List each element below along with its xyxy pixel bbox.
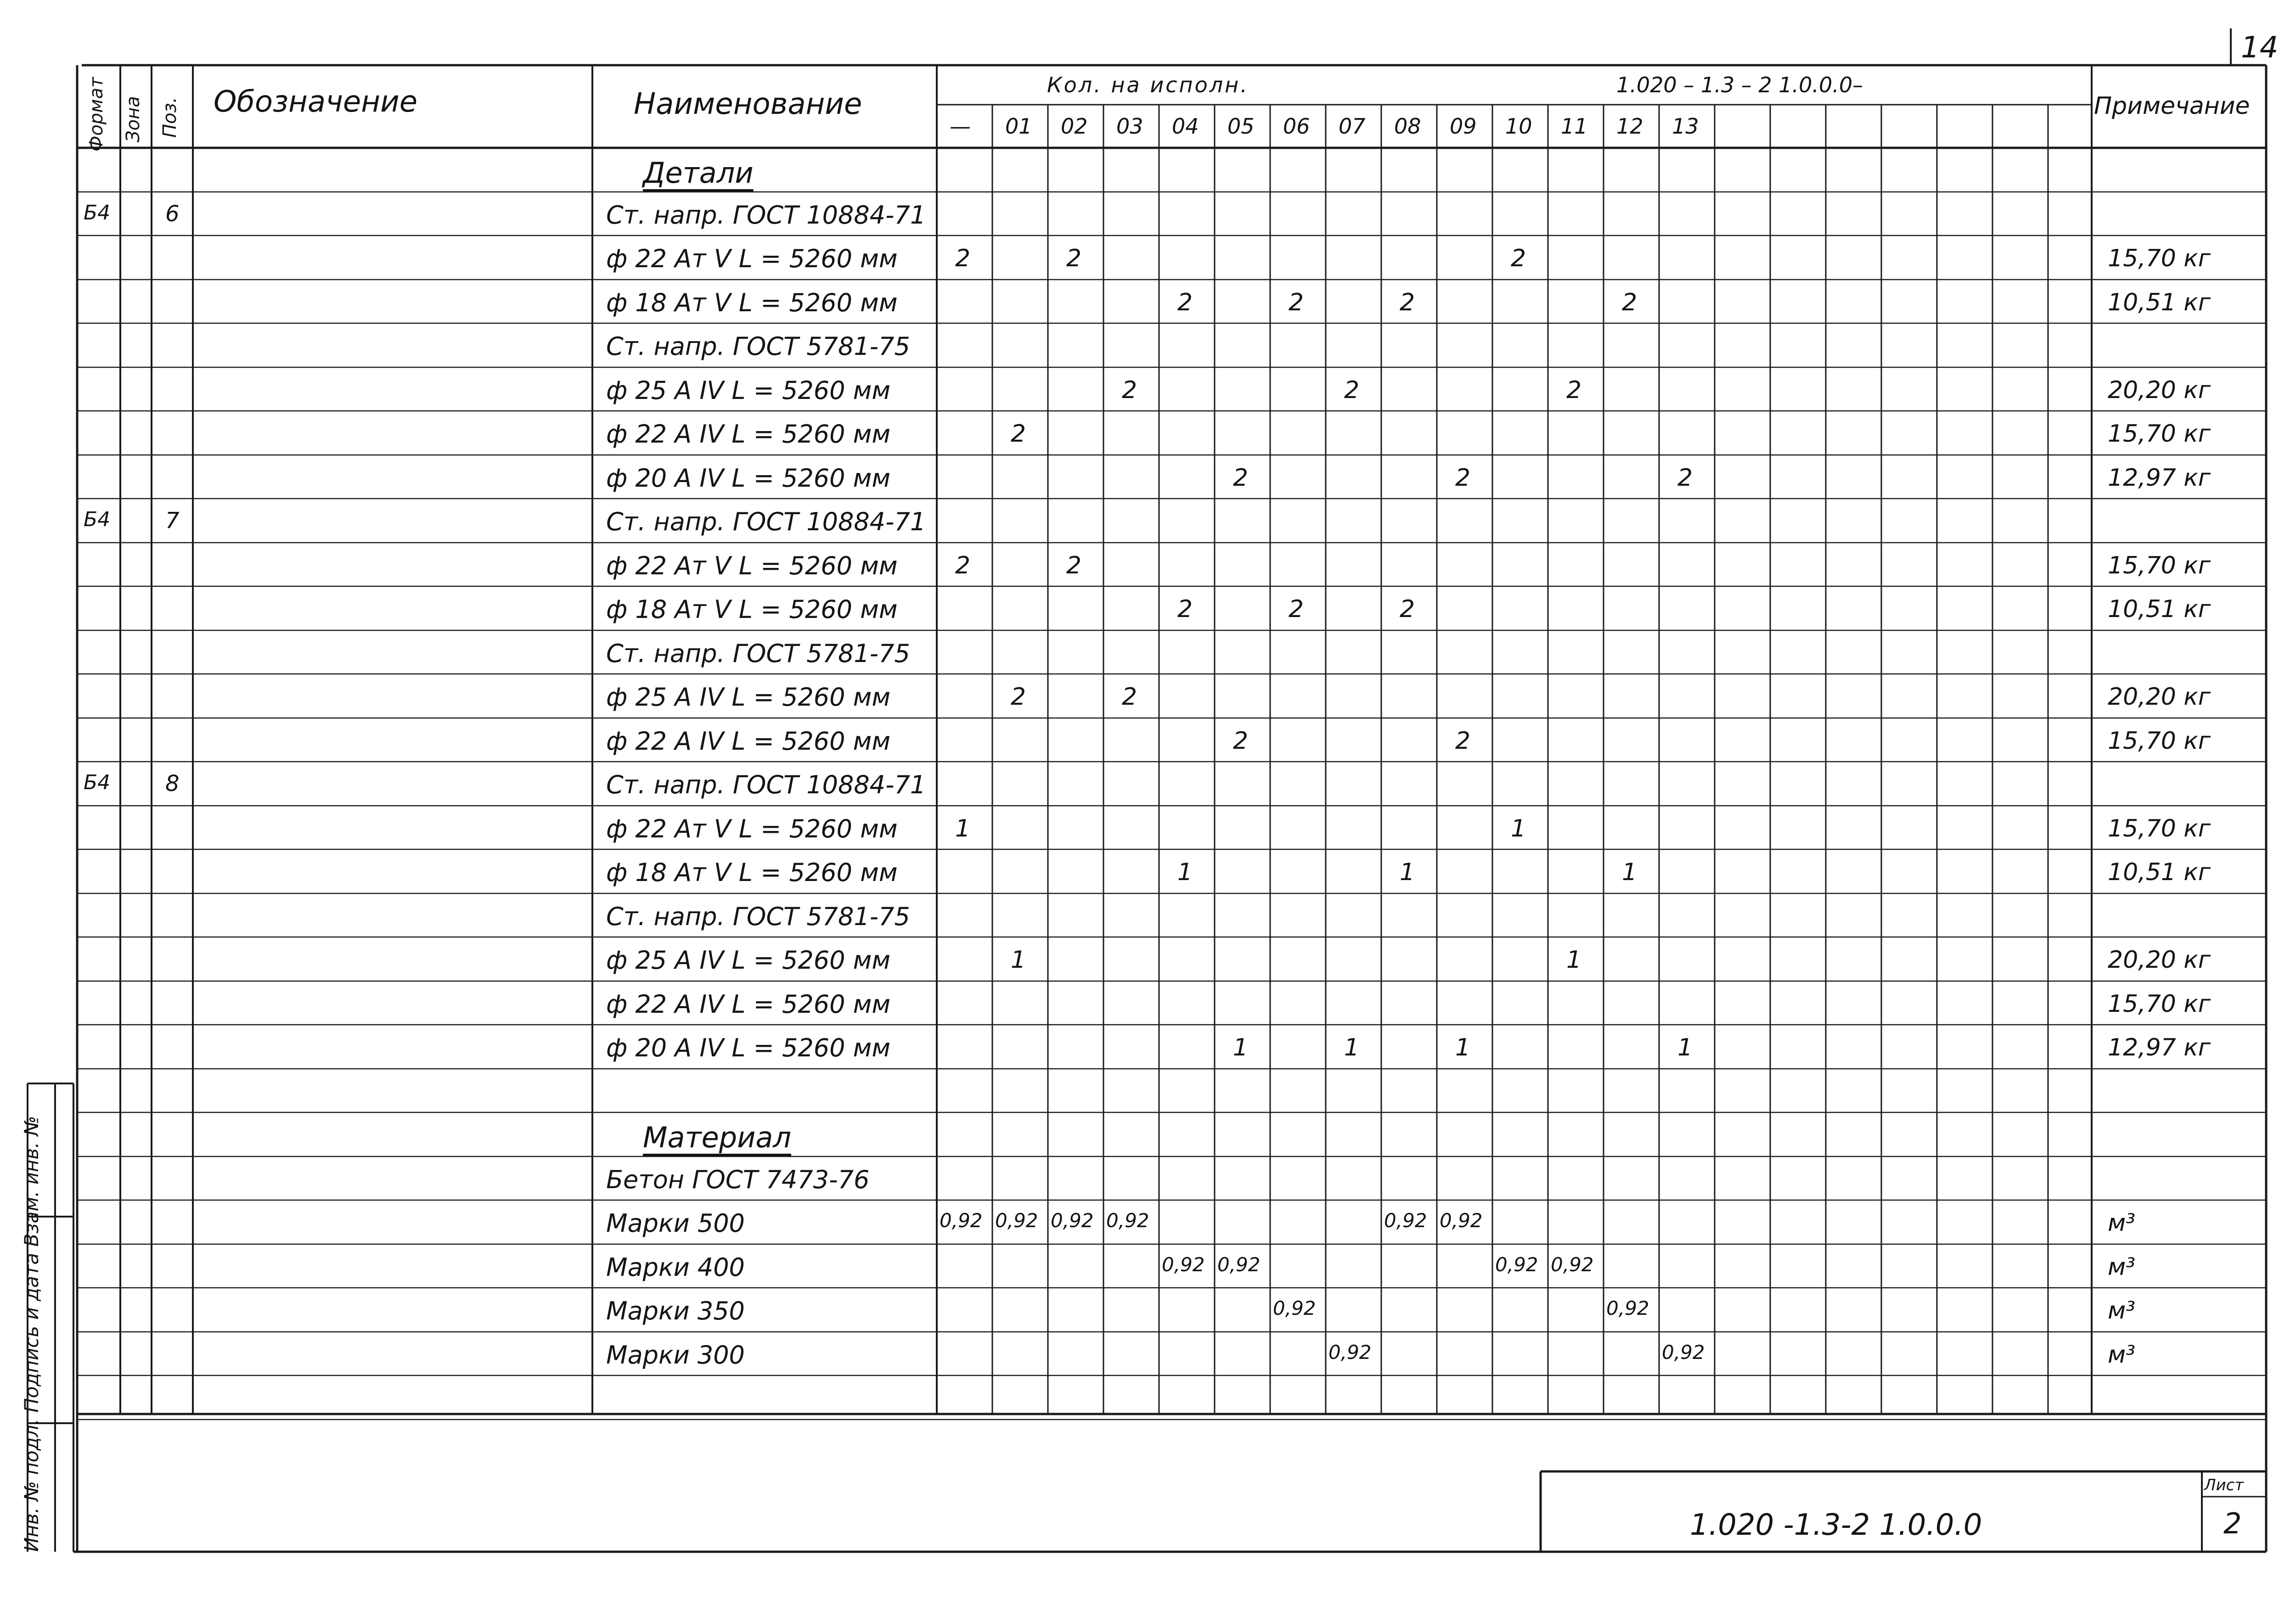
row-name: Ст. напр. ГОСТ 10884-71 [606,507,926,536]
header-name: Наименование [634,87,862,121]
title-block-code: 1.020 -1.3-2 1.0.0.0 [1690,1508,1982,1542]
row-name: ф 22 А IV L = 5260 мм [606,990,891,1019]
row-name: Ст. напр. ГОСТ 5781-75 [606,639,910,668]
row-name: ф 22 Ат V L = 5260 мм [606,244,898,273]
row-note: м³ [2108,1253,2136,1281]
row-quantity: 1 [1622,859,1638,886]
row-note: 20,20 кг [2108,376,2211,404]
row-quantity: 1 [955,815,971,842]
row-quantity: 1 [1233,1034,1249,1061]
variant-column-label: 07 [1339,114,1366,139]
section-title: Материал [643,1121,792,1154]
variant-column-label: — [950,114,971,139]
row-quantity: 1 [1511,815,1526,842]
header-series: 1.020 – 1.3 – 2 1.0.0.0– [1616,73,1863,97]
row-name: ф 25 А IV L = 5260 мм [606,376,891,405]
variant-column-label: 03 [1116,114,1143,139]
row-quantity: 2 [955,552,971,579]
row-quantity: 2 [1677,464,1693,492]
section-title: Детали [643,156,754,190]
row-note: 10,51 кг [2108,289,2211,316]
row-note: 20,20 кг [2108,946,2211,974]
row-name: ф 18 Ат V L = 5260 мм [606,595,898,624]
row-quantity: 2 [1233,464,1249,492]
row-quantity: 2 [1011,420,1026,448]
row-name: ф 22 А IV L = 5260 мм [606,727,891,756]
row-quantity: 0,92 [1051,1209,1094,1232]
row-quantity: 1 [1011,946,1026,974]
row-quantity: 2 [1233,727,1249,755]
row-quantity: 0,92 [1384,1209,1427,1232]
row-quantity: 2 [1011,683,1026,711]
row-quantity: 2 [1066,245,1082,272]
row-note: 15,70 кг [2108,815,2211,842]
row-quantity: 2 [1177,595,1193,623]
variant-column-label: 09 [1450,114,1477,139]
row-quantity: 2 [1289,289,1304,316]
row-name: ф 18 Ат V L = 5260 мм [606,288,898,317]
row-name: ф 20 А IV L = 5260 мм [606,1033,891,1062]
row-note: м³ [2108,1209,2136,1237]
row-name: ф 20 А IV L = 5260 мм [606,464,891,493]
row-note: 10,51 кг [2108,595,2211,623]
row-quantity: 0,92 [1606,1297,1649,1319]
row-quantity: 0,92 [1217,1253,1261,1276]
row-quantity: 1 [1344,1034,1360,1061]
row-quantity: 2 [1122,683,1137,711]
row-quantity: 0,92 [1328,1341,1372,1364]
row-name: ф 22 Ат V L = 5260 мм [606,814,898,843]
header-zone: Зона [123,96,144,142]
row-quantity: 1 [1566,946,1582,974]
row-quantity: 2 [1511,245,1526,272]
row-note: 12,97 кг [2108,464,2211,492]
row-quantity: 2 [1566,376,1582,404]
row-format: Б4 [84,771,111,794]
header-format: Формат [86,77,107,152]
row-name: Марки 300 [606,1341,745,1369]
row-quantity: 2 [1177,289,1193,316]
variant-column-label: 12 [1616,114,1643,139]
row-name: ф 25 А IV L = 5260 мм [606,683,891,712]
row-note: 12,97 кг [2108,1034,2211,1061]
row-quantity: 1 [1677,1034,1693,1061]
row-quantity: 2 [1455,464,1471,492]
row-name: Бетон ГОСТ 7473-76 [606,1165,870,1194]
row-name: ф 22 Ат V L = 5260 мм [606,551,898,580]
row-position: 7 [165,508,180,533]
row-format: Б4 [84,201,111,224]
row-quantity: 1 [1455,1034,1471,1061]
row-quantity: 1 [1177,859,1193,886]
variant-column-label: 01 [1005,114,1032,139]
row-format: Б4 [84,508,111,531]
header-designation: Обозначение [214,85,418,119]
row-position: 6 [165,201,180,227]
header-pos: Поз. [159,97,180,138]
row-quantity: 0,92 [995,1209,1038,1232]
row-note: 15,70 кг [2108,552,2211,579]
row-quantity: 0,92 [1273,1297,1316,1319]
row-quantity: 2 [1400,289,1415,316]
variant-column-label: 13 [1672,114,1699,139]
row-name: ф 25 А IV L = 5260 мм [606,946,891,975]
row-quantity: 0,92 [940,1209,983,1232]
margin-stamp-text: Инв. № подл. Подпись и дата Взам. инв. № [20,1116,43,1552]
row-name: Ст. напр. ГОСТ 5781-75 [606,902,910,931]
variant-column-label: 10 [1505,114,1532,139]
row-position: 8 [165,771,180,797]
row-quantity: 2 [1455,727,1471,755]
row-name: ф 22 А IV L = 5260 мм [606,420,891,449]
row-note: м³ [2108,1297,2136,1324]
variant-column-label: 05 [1227,114,1255,139]
row-note: 15,70 кг [2108,727,2211,755]
row-quantity: 2 [1400,595,1415,623]
row-note: м³ [2108,1341,2136,1369]
title-block-sheet-label: Лист [2204,1476,2244,1494]
row-quantity: 2 [1122,376,1137,404]
row-name: Ст. напр. ГОСТ 10884-71 [606,770,926,799]
row-note: 15,70 кг [2108,420,2211,448]
row-name: Ст. напр. ГОСТ 10884-71 [606,201,926,230]
title-block-sheet-number: 2 [2223,1507,2242,1540]
row-quantity: 0,92 [1662,1341,1705,1364]
row-quantity: 1 [1400,859,1415,886]
variant-column-label: 02 [1061,114,1088,139]
variant-column-label: 11 [1561,114,1588,139]
row-quantity: 2 [1344,376,1360,404]
row-quantity: 0,92 [1162,1253,1205,1276]
variant-column-label: 06 [1283,114,1310,139]
header-note: Примечание [2094,92,2250,120]
row-name: Марки 350 [606,1296,745,1325]
row-quantity: 0,92 [1495,1253,1538,1276]
row-name: Ст. напр. ГОСТ 5781-75 [606,332,910,361]
row-note: 15,70 кг [2108,245,2211,272]
variant-column-label: 08 [1394,114,1421,139]
row-name: Марки 400 [606,1253,745,1282]
row-quantity: 2 [1622,289,1638,316]
page-number: 14 [2241,31,2279,65]
row-quantity: 2 [1289,595,1304,623]
row-note: 20,20 кг [2108,683,2211,711]
row-quantity: 0,92 [1551,1253,1594,1276]
row-quantity: 0,92 [1106,1209,1149,1232]
row-quantity: 2 [1066,552,1082,579]
row-quantity: 0,92 [1440,1209,1483,1232]
row-name: ф 18 Ат V L = 5260 мм [606,858,898,887]
row-name: Марки 500 [606,1209,745,1238]
row-quantity: 2 [955,245,971,272]
variant-column-label: 04 [1172,114,1199,139]
header-qty: Кол. на исполн. [1047,73,1249,97]
row-note: 15,70 кг [2108,990,2211,1018]
row-note: 10,51 кг [2108,859,2211,886]
